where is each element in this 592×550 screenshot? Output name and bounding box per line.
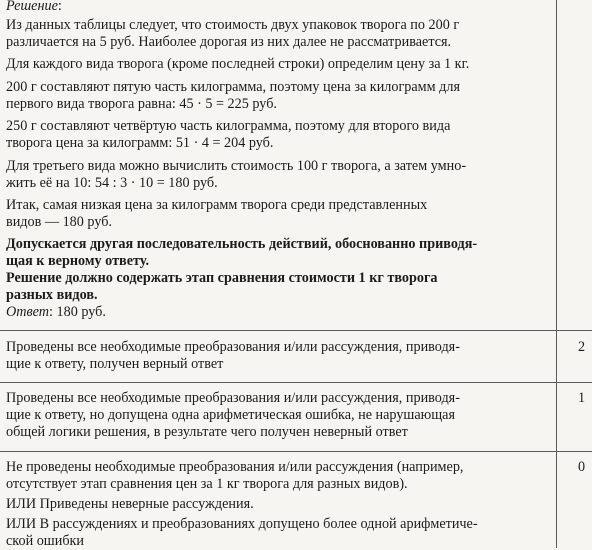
score-column-divider [556,0,557,548]
criterion-2-line-3: общей логики решения, в результате чего получен неверный ответ [6,424,408,440]
solution-line-10: Итак, самая низкая цена за килограмм творога среди представленных [6,197,428,213]
answer-label: Ответ [6,304,50,320]
row-divider-2 [0,382,592,383]
criterion-3-line-3: ИЛИ Приведены неверные рассуждения. [6,496,254,512]
solution-line-9: жить её на 10: 54 : 3 · 10 = 180 руб. [6,175,218,191]
solution-line-8: Для третьего вида можно вычислить стоимость 100 г творога, а затем умно- [6,158,467,174]
criterion-3-score: 0 [578,459,586,475]
solution-line-6: 250 г составляют четвёртую часть килограмма, поэтому для второго вида [6,118,451,134]
criterion-3-line-1: Не проведены необходимые преобразования и/или рассуждения (например, [6,459,464,475]
solution-line-2: различается на 5 руб. Наиболее дорогая из них далее не рассматривается. [6,34,452,50]
answer-line [6,304,106,321]
solution-heading-text: Решение [6,0,58,14]
solution-heading [6,0,62,15]
criterion-1-score: 2 [578,339,586,355]
row-divider-3 [0,451,592,452]
solution-line-11: видов — 180 руб. [6,214,112,230]
criterion-2-score: 1 [578,390,586,406]
solution-note-line-1: Допускается другая последовательность действий, обоснованно приводя- [6,236,478,252]
criterion-1-line-1: Проведены все необходимые преобразования и/или рассуждения, приводя- [6,339,460,355]
solution-line-5: первого вида творога равна: 45 · 5 = 225 руб. [6,96,277,112]
criterion-3-line-2: отсутствует этап сравнения цен за 1 кг творога для разных видов). [6,476,408,492]
solution-heading-colon: : [57,0,62,14]
criterion-2-line-1: Проведены все необходимые преобразования и/или рассуждения, приводя- [6,390,460,406]
solution-line-7: творога цена за килограмм: 51 · 4 = 204 руб. [6,135,274,151]
solution-note-line-2: щая к верному ответу. [6,253,150,269]
solution-note-line-3: Решение должно содержать этап сравнения стоимости 1 кг творога [6,270,438,286]
criterion-3-line-4: ИЛИ В рассуждениях и преобразованиях допущено более одной арифметиче- [6,516,478,532]
answer-value: : 180 руб. [49,304,106,320]
criterion-2-line-2: щие к ответу, но допущена одна арифметическая ошибка, не нарушающая [6,407,455,423]
solution-line-1: Из данных таблицы следует, что стоимость двух упаковок творога по 200 г [6,17,460,33]
solution-note-line-4: разных видов. [6,287,98,303]
solution-line-4: 200 г составляют пятую часть килограмма, поэтому цена за килограмм для [6,79,460,95]
criterion-3-line-5: ской ошибки [6,533,85,549]
row-divider-1 [0,330,592,331]
criterion-1-line-2: щие к ответу, получен верный ответ [6,356,224,372]
solution-line-3: Для каждого вида творога (кроме последней строки) определим цену за 1 кг. [6,56,470,72]
